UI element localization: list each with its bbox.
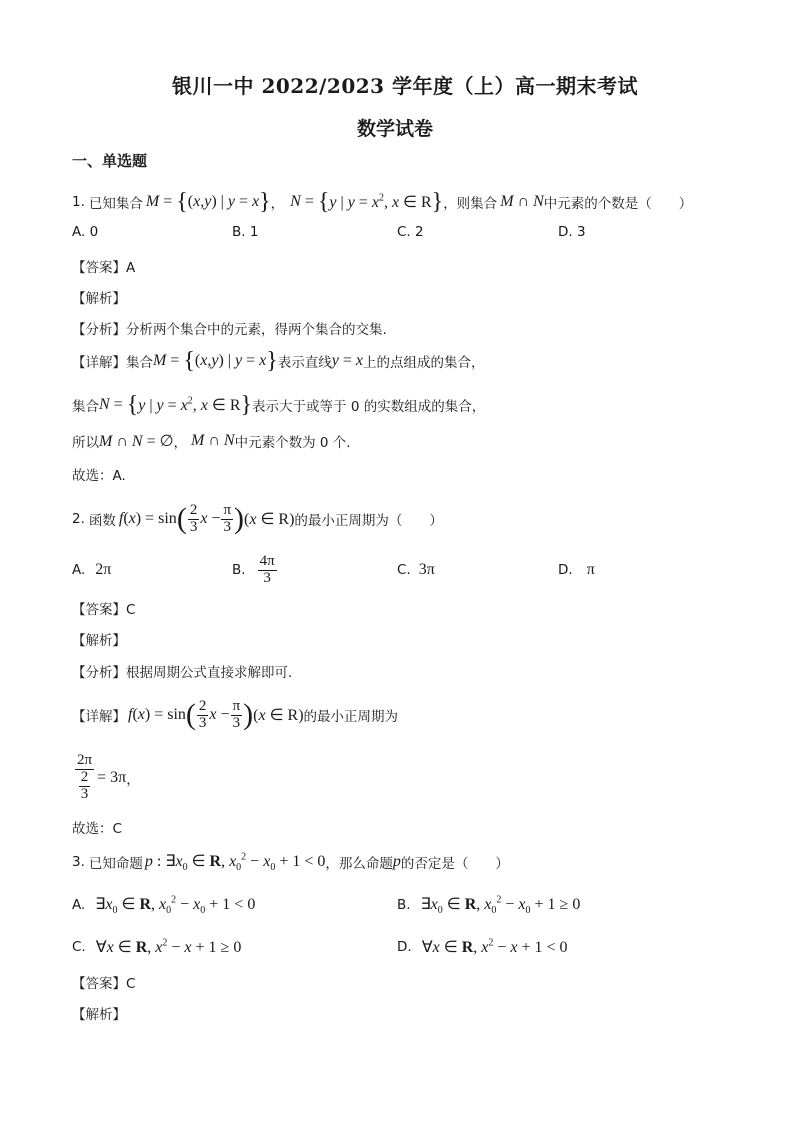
question-text: 已知集合 xyxy=(88,196,143,212)
math-expression: f(x) = sin xyxy=(118,510,177,527)
math-paren: ) xyxy=(234,502,245,535)
answer-value: A xyxy=(126,260,136,276)
question-number: 2. xyxy=(72,511,85,527)
option-a xyxy=(72,552,111,588)
math-expression: = 3π xyxy=(97,769,127,786)
option-label: C. xyxy=(397,562,411,578)
question-number: 3. xyxy=(72,854,85,870)
option-c xyxy=(72,934,241,960)
math-expression: M ∩ N = ∅ xyxy=(99,433,174,450)
option-b xyxy=(232,548,278,592)
detail-text: 集合 xyxy=(72,399,99,415)
answer-tag: 【答案】 xyxy=(72,260,126,276)
fenxi-line xyxy=(72,318,387,338)
answer-line xyxy=(72,598,135,618)
math-paren: ( xyxy=(185,698,196,731)
math-expression: (x ∈ R) xyxy=(253,707,304,724)
question-text: ，那么命题 xyxy=(325,856,393,872)
math-brace: { xyxy=(126,392,139,418)
option-label: C. xyxy=(72,939,86,955)
math-paren: ( xyxy=(176,502,187,535)
analysis-tag: 【解析】 xyxy=(72,291,126,307)
detail-text: ， xyxy=(173,435,188,451)
math-expression: = xyxy=(300,193,318,210)
answer-tag: 【答案】 xyxy=(72,976,126,992)
math-brace: { xyxy=(176,189,188,215)
fenxi-line xyxy=(72,661,292,681)
question-text: 已知命题 xyxy=(88,856,143,872)
conclusion: 故选：C xyxy=(72,821,122,837)
detail-line-2 xyxy=(72,386,485,424)
math-expression: M ∩ N xyxy=(500,193,544,210)
option-label: D. xyxy=(397,939,412,955)
question-text: 的最小正周期为（ ） xyxy=(294,513,443,529)
question-text: 中元素的个数是（ ） xyxy=(543,196,693,212)
math-expression: $\exists x_0$ ∈ R, $x_0^2 - x_0 + 1 < 0$ xyxy=(95,894,256,917)
math-expression: π xyxy=(586,561,595,578)
math-expression: y = x xyxy=(331,352,363,369)
fenxi-tag: 【分析】 xyxy=(72,665,126,681)
question-text: 的否定是（ ） xyxy=(400,856,509,872)
option-c: C. 2 xyxy=(397,224,424,240)
question-1-stem xyxy=(72,180,692,224)
detail-text: 所以 xyxy=(72,435,99,451)
math-expression: 2π xyxy=(95,561,112,578)
option-d xyxy=(397,934,568,960)
math-expression: N = xyxy=(99,396,127,413)
math-brace: } xyxy=(259,189,271,215)
detail-line-3 xyxy=(72,428,351,454)
detail-text: 表示大于或等于 0 的实数组成的集合， xyxy=(252,399,486,415)
detail-text: 上的点组成的集合， xyxy=(363,355,485,371)
math-fraction: $\frac{\pi}{3}$ xyxy=(232,697,241,731)
math-brace: } xyxy=(431,189,444,215)
answer-line xyxy=(72,256,135,276)
math-expression: x − xyxy=(200,510,221,527)
detail-text: 集合 xyxy=(126,355,153,371)
detail-text: 表示直线 xyxy=(277,355,332,371)
option-label: B. xyxy=(232,562,246,578)
answer-value: C xyxy=(126,976,136,992)
math-brace: { xyxy=(317,189,330,215)
page-title: 银川一中 2022/2023 学年度（上）高一期末考试 xyxy=(172,74,639,98)
fenxi-text: 根据周期公式直接求解即可. xyxy=(126,665,293,681)
math-fraction: $\frac{2}{3}$ xyxy=(198,697,207,731)
question-text: ，则集合 xyxy=(443,196,498,212)
math-paren: ) xyxy=(243,698,254,731)
math-expression: N xyxy=(290,193,301,210)
math-expression: ∀x ∈ R, $x^2 - x + 1 \ge 0$ xyxy=(95,937,242,956)
math-expression: = xyxy=(159,193,177,210)
detail-tag: 【详解】 xyxy=(72,709,126,725)
question-text: ， xyxy=(270,196,285,212)
math-expression: M xyxy=(145,193,160,210)
question-2-stem xyxy=(72,496,443,542)
option-c xyxy=(397,552,435,588)
option-a: A. 0 xyxy=(72,224,99,240)
math-expression: M = xyxy=(153,352,184,369)
detail-tag: 【详解】 xyxy=(72,355,126,371)
math-fraction: $\frac{2}{3}$ xyxy=(189,501,198,535)
conclusion: 故选：A. xyxy=(72,468,126,484)
math-expression: y | $y = x^2$, x ∈ R xyxy=(329,192,432,211)
page-subtitle: 数学试卷 xyxy=(357,118,434,140)
question-number: 1. xyxy=(72,194,85,210)
section-heading: 一、单选题 xyxy=(72,152,148,170)
option-d xyxy=(558,552,595,588)
option-label: A. xyxy=(72,897,86,913)
answer-value: C xyxy=(126,602,136,618)
detail-result xyxy=(74,748,140,808)
math-brace: } xyxy=(240,392,253,418)
math-fraction: $\frac{\pi}{3}$ xyxy=(223,501,232,535)
detail-line-1 xyxy=(72,692,398,738)
question-3-stem xyxy=(72,849,509,875)
math-expression: f(x) = sin xyxy=(128,706,186,723)
math-expression: (x ∈ R) xyxy=(244,511,295,528)
detail-text: ， xyxy=(126,772,140,788)
math-expression: y | $y = x^2$, x ∈ R xyxy=(138,395,241,414)
fenxi-tag: 【分析】 xyxy=(72,322,126,338)
math-expression: p xyxy=(392,853,401,870)
math-expression: (x,y) | y = x xyxy=(187,193,260,210)
detail-line-1 xyxy=(72,342,485,380)
detail-text: 中元素个数为 0 个. xyxy=(234,435,351,451)
option-label: D. xyxy=(558,562,573,578)
option-label: A. xyxy=(72,562,86,578)
answer-line xyxy=(72,972,135,992)
option-d: D. 3 xyxy=(558,224,586,240)
math-fraction: $\frac{4\pi}{3}$ xyxy=(259,552,275,586)
option-label: B. xyxy=(397,897,411,913)
detail-text: 的最小正周期为 xyxy=(303,709,399,725)
fenxi-text: 分析两个集合中的元素，得两个集合的交集. xyxy=(126,322,387,338)
math-brace: { xyxy=(183,348,195,374)
math-expression: x − xyxy=(209,706,230,723)
question-text: 函数 xyxy=(88,513,116,529)
math-fraction: 2π 2 3 xyxy=(77,752,93,802)
analysis-tag: 【解析】 xyxy=(72,1007,126,1023)
analysis-tag: 【解析】 xyxy=(72,633,126,649)
option-a xyxy=(72,892,255,918)
math-expression: $\exists x_0$ ∈ R, $x_0^2 - x_0 + 1 \ge 0$ xyxy=(420,894,581,917)
math-expression: M ∩ N xyxy=(191,432,235,449)
math-expression: 3π xyxy=(418,561,435,578)
option-b: B. 1 xyxy=(232,224,259,240)
answer-tag: 【答案】 xyxy=(72,602,126,618)
math-brace: } xyxy=(266,348,278,374)
math-expression: (x,y) | y = x xyxy=(194,352,267,369)
math-expression: p : $\exists x_0$ ∈ R, $x_0^2 - x_0 + 1 < 0$ xyxy=(144,851,326,874)
math-expression: ∀x ∈ R, $x^2 - x + 1 < 0$ xyxy=(421,937,568,956)
option-b xyxy=(397,892,580,918)
